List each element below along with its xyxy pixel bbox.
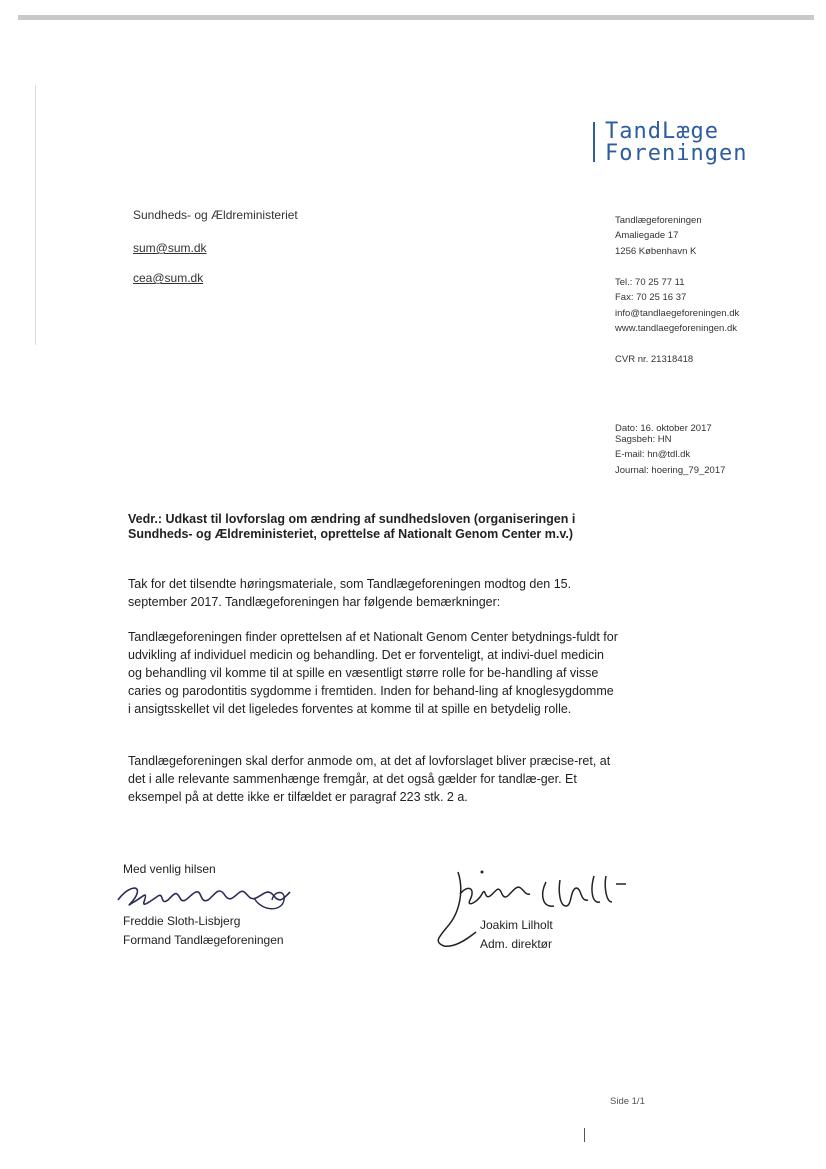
sender-tel: Tel.: 70 25 77 11	[615, 277, 685, 288]
sender-street: Amaliegade 17	[615, 230, 679, 241]
meta-sagsbeh: Sagsbeh: HN	[615, 434, 672, 445]
scan-mark	[584, 1128, 585, 1142]
signer-1-title: Formand Tandlægeforeningen	[123, 933, 284, 947]
subject: Vedr.: Udkast til lovforslag om ændring af sundhedsloven (organiseringen i Sundheds- og Ældreministeriet, oprettelse af Nationalt Genom Center m.v.)	[128, 512, 576, 541]
sender-web[interactable]: www.tandlaegeforeningen.dk	[615, 323, 738, 334]
top-scan-edge	[18, 15, 814, 20]
recipient-email-1[interactable]: sum@sum.dk	[133, 241, 207, 255]
signer-2-name: Joakim Lilholt	[480, 918, 553, 932]
sender-cvr: CVR nr. 21318418	[615, 354, 694, 365]
logo-line1: TandLæge	[605, 119, 719, 144]
recipient-email-2[interactable]: cea@sum.dk	[133, 271, 204, 285]
signer-1-name: Freddie Sloth-Lisbjerg	[123, 914, 241, 928]
signature-1-image	[114, 878, 294, 918]
meta-email: E-mail: hn@tdl.dk	[615, 449, 691, 460]
sender-fax: Fax: 70 25 16 37	[615, 292, 687, 303]
meta-date: Dato: 16. oktober 2017	[615, 423, 712, 434]
paragraph-2	[128, 628, 618, 718]
page-number: Side 1/1	[610, 1096, 645, 1107]
paragraph-text: Tak for det tilsendte høringsmateriale, som Tandlægeforeningen modtog den 15. september 2017. Tandlægeforeningen har følgende bemærkninger:	[128, 577, 572, 609]
paragraph-3	[128, 752, 618, 806]
closing: Med venlig hilsen	[123, 862, 216, 876]
sender-email[interactable]: info@tandlaegeforeningen.dk	[615, 308, 740, 319]
left-fold-mark	[35, 85, 36, 345]
meta-journal: Journal: hoering_79_2017	[615, 465, 726, 476]
signer-2-title: Adm. direktør	[480, 937, 553, 951]
logo-bar	[593, 122, 595, 162]
logo-line2: Foreningen	[605, 141, 748, 166]
sender-org: Tandlægeforeningen	[615, 215, 702, 226]
paragraph-text: Tandlægeforeningen skal derfor anmode om, at det af lovforslaget bliver præcise-ret, at det i alle relevante sammenhænge fremgår, at det også gælder for tandlæ-ger. Et eksempel på at dette ikke er tilfældet er paragraf 223 stk. 2 a.	[128, 754, 611, 804]
paragraph-text: Tandlægeforeningen finder oprettelsen af et Nationalt Genom Center betydnings-fuldt for udvikling af individuel medicin og behandling. Det er forventeligt, at indivi-duel medicin og behandling vil komme til at spille en væsentligt større rolle for be-handling af visse caries og parodontitis sygdomme i fremtiden. Inden for behand-ling af knoglesygdomme i ansigtsskellet vil det ligeledes forventes at komme til at spille en betydelig rolle.	[128, 630, 618, 716]
sender-city: 1256 København K	[615, 246, 697, 257]
recipient-name: Sundheds- og Ældreministeriet	[133, 208, 298, 222]
paragraph-1	[128, 575, 618, 611]
